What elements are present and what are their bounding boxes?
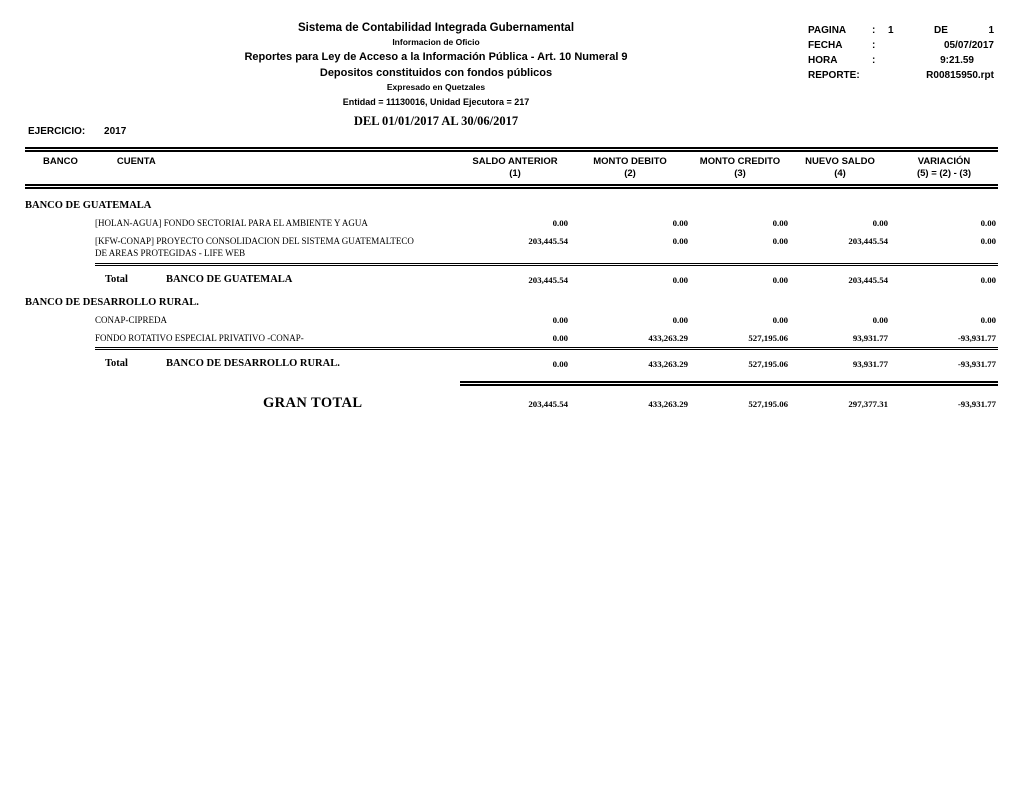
bank-group-header: BANCO DE DESARROLLO RURAL. bbox=[25, 297, 199, 308]
column-header-banco: BANCO bbox=[43, 156, 78, 167]
account-name bbox=[25, 332, 460, 345]
pagina-de-label: DE bbox=[934, 25, 948, 36]
report-currency-line: Expresado en Quetzales bbox=[386, 82, 486, 92]
total-bank-name: BANCO DE GUATEMALA bbox=[165, 273, 293, 285]
account-amount-1: 0.00 bbox=[552, 218, 568, 228]
report-entity-line: Entidad = 11130016, Unidad Ejecutora = 217 bbox=[342, 97, 530, 107]
pagina-label: PAGINA bbox=[808, 25, 847, 36]
group-total-amount-2: 0.00 bbox=[672, 274, 688, 285]
group-total-amount-1: 0.00 bbox=[552, 359, 568, 369]
total-word: Total bbox=[105, 358, 128, 369]
table-header-row bbox=[25, 147, 998, 189]
account-amount-3: 0.00 bbox=[772, 315, 788, 325]
report-header bbox=[0, 22, 872, 129]
fecha-colon: : bbox=[872, 40, 876, 51]
account-name-line: DE AREAS PROTEGIDAS - LIFE WEB bbox=[95, 248, 246, 258]
account-amount-3: 0.00 bbox=[772, 218, 788, 228]
hora-colon: : bbox=[872, 55, 876, 66]
column-header-monto-credito: MONTO CREDITO (3) bbox=[699, 156, 781, 179]
bank-group-header: BANCO DE GUATEMALA bbox=[25, 200, 152, 211]
reporte-label: REPORTE: bbox=[808, 70, 860, 81]
account-name bbox=[25, 314, 460, 327]
grand-total-label: GRAN TOTAL bbox=[263, 394, 363, 411]
account-name-line: CONAP-CIPREDA bbox=[95, 315, 168, 325]
meta-pagina-row: PAGINA : 1 DE 1 bbox=[808, 25, 994, 36]
group-total-amount-3: 0.00 bbox=[772, 274, 788, 285]
fecha-label: FECHA bbox=[808, 40, 843, 51]
grand-total-amount-5: -93,931.77 bbox=[957, 398, 996, 409]
account-row bbox=[25, 235, 998, 260]
pagina-de-value: 1 bbox=[988, 25, 994, 36]
account-amount-4: 0.00 bbox=[872, 315, 888, 325]
group-total-amount-5: 0.00 bbox=[980, 274, 996, 285]
column-header-saldo-anterior: SALDO ANTERIOR (1) bbox=[472, 156, 558, 179]
report-meta-block bbox=[808, 25, 994, 85]
account-amount-2: 0.00 bbox=[672, 235, 688, 246]
hora-label: HORA bbox=[808, 55, 838, 66]
total-word: Total bbox=[105, 273, 128, 285]
account-name-line: FONDO ROTATIVO ESPECIAL PRIVATIVO -CONAP- bbox=[95, 332, 304, 343]
hora-value: 9:21.59 bbox=[940, 55, 974, 66]
grand-total-amount-3: 527,195.06 bbox=[748, 398, 788, 409]
account-row bbox=[25, 314, 998, 327]
account-name bbox=[25, 217, 460, 230]
group-total-amount-4: 93,931.77 bbox=[852, 359, 888, 369]
account-amount-3: 0.00 bbox=[772, 235, 788, 246]
account-amount-5: 0.00 bbox=[980, 315, 996, 325]
meta-hora-row bbox=[808, 55, 994, 66]
report-date-range: DEL 01/01/2017 AL 30/06/2017 bbox=[353, 114, 519, 128]
account-name-line: [HOLAN-AGUA] FONDO SECTORIAL PARA EL AMBIENTE Y AGUA bbox=[95, 218, 368, 228]
account-amount-4: 93,931.77 bbox=[852, 332, 888, 343]
reporte-value: R00815950.rpt bbox=[926, 70, 994, 81]
account-amount-5: 0.00 bbox=[980, 218, 996, 228]
account-name bbox=[25, 235, 460, 260]
ejercicio-line bbox=[28, 126, 126, 137]
column-header-monto-debito: MONTO DEBITO (2) bbox=[593, 156, 667, 179]
account-amount-2: 433,263.29 bbox=[648, 332, 688, 343]
group-total-label bbox=[25, 358, 460, 369]
group-separator-line bbox=[95, 347, 998, 350]
group-total-amount-2: 433,263.29 bbox=[648, 359, 688, 369]
total-bank-name: BANCO DE DESARROLLO RURAL. bbox=[165, 358, 340, 369]
column-header-nuevo-saldo: NUEVO SALDO (4) bbox=[805, 156, 875, 179]
account-amount-2: 0.00 bbox=[672, 218, 688, 228]
account-amount-1: 203,445.54 bbox=[528, 235, 568, 246]
group-total-amount-1: 203,445.54 bbox=[528, 274, 568, 285]
column-header-cuenta: CUENTA bbox=[116, 156, 156, 167]
ejercicio-value: 2017 bbox=[104, 126, 127, 137]
group-total-amount-4: 203,445.54 bbox=[848, 274, 888, 285]
pagina-value: 1 bbox=[888, 25, 894, 36]
account-amount-1: 0.00 bbox=[552, 332, 568, 343]
ejercicio-label: EJERCICIO: bbox=[28, 126, 86, 137]
group-total-row bbox=[25, 274, 998, 287]
report-subtitle-oficio: Informacion de Oficio bbox=[392, 37, 480, 47]
grand-total-amount-4: 297,377.31 bbox=[848, 398, 888, 409]
account-amount-1: 0.00 bbox=[552, 315, 568, 325]
account-amount-5: 0.00 bbox=[980, 235, 996, 246]
fecha-value: 05/07/2017 bbox=[943, 40, 994, 51]
meta-reporte-row bbox=[808, 70, 994, 81]
account-amount-4: 0.00 bbox=[872, 218, 888, 228]
table-body bbox=[25, 200, 998, 412]
grand-total-row bbox=[25, 395, 998, 412]
report-subject-line: Depositos constituidos con fondos públicos bbox=[319, 67, 553, 79]
group-separator-line bbox=[95, 263, 998, 266]
group-total-row bbox=[25, 358, 998, 371]
group-total-label bbox=[25, 274, 460, 285]
column-header-variacion: VARIACIÓN (5) = (2) - (3) bbox=[916, 156, 972, 179]
group-total-amount-5: -93,931.77 bbox=[957, 359, 996, 369]
account-row bbox=[25, 332, 998, 345]
grand-total-amount-1: 203,445.54 bbox=[528, 398, 568, 409]
deposits-table bbox=[25, 147, 998, 412]
group-total-amount-3: 527,195.06 bbox=[748, 359, 788, 369]
grand-total-separator-line bbox=[460, 381, 998, 386]
report-title: Sistema de Contabilidad Integrada Gubernamental bbox=[297, 22, 575, 34]
account-row bbox=[25, 217, 998, 230]
meta-fecha-row bbox=[808, 40, 994, 51]
account-amount-2: 0.00 bbox=[672, 315, 688, 325]
grand-total-amount-2: 433,263.29 bbox=[648, 398, 688, 409]
report-law-line: Reportes para Ley de Acceso a la Información Pública - Art. 10 Numeral 9 bbox=[244, 51, 628, 63]
account-amount-5: -93,931.77 bbox=[957, 332, 996, 343]
account-name-line: [KFW-CONAP] PROYECTO CONSOLIDACION DEL SISTEMA GUATEMALTECO bbox=[95, 235, 414, 246]
account-amount-4: 203,445.54 bbox=[848, 235, 888, 246]
account-amount-3: 527,195.06 bbox=[748, 332, 788, 343]
